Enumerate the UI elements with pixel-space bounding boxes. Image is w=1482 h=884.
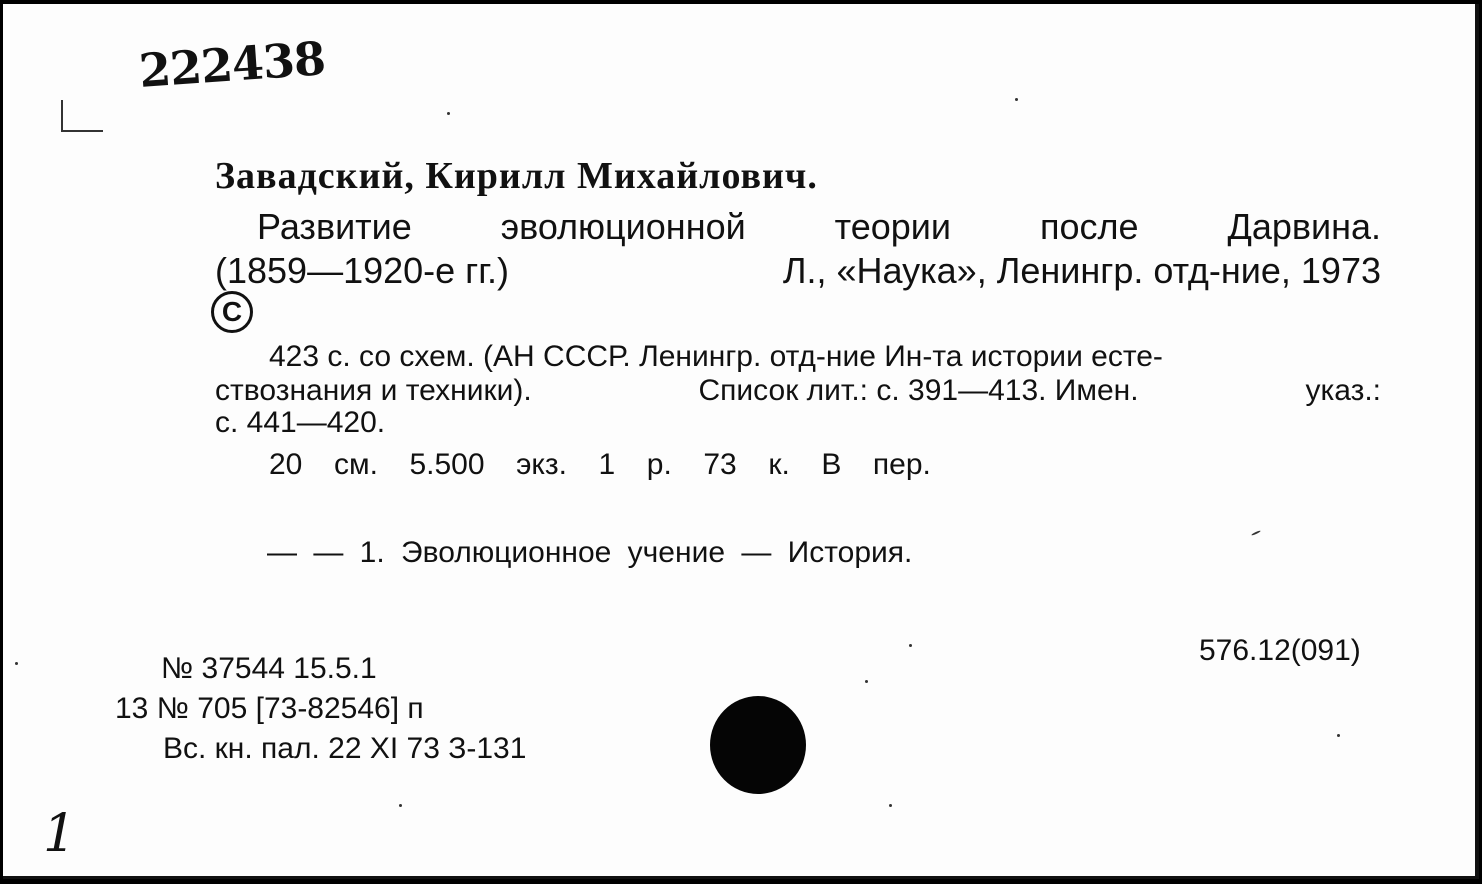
imprint: Л., «Наука», Ленингр. отд-ние, 1973 — [782, 250, 1381, 291]
catalog-card — [3, 4, 1479, 879]
speck — [1251, 530, 1261, 536]
description-text: ствознания и техники). — [215, 374, 532, 407]
title-word: эволюционной — [500, 206, 746, 247]
title-word: после — [1039, 206, 1139, 247]
bibliography-note: Список лит.: с. 391—413. Имен. — [698, 374, 1139, 407]
phys-item: 20 — [269, 448, 303, 481]
phys-item: экз. — [516, 448, 567, 481]
speck — [1015, 98, 1018, 101]
physical-description — [269, 448, 931, 482]
registry-line-1: № 37544 15.5.1 — [161, 652, 377, 685]
handwritten-catalog-id: 222438 — [137, 31, 327, 99]
registry-line-3: Вс. кн. пал. 22 XI 73 З-131 — [163, 732, 527, 765]
punch-hole — [710, 696, 806, 794]
description-line-1 — [269, 340, 1381, 374]
udc-classification: 576.12(091) — [1199, 634, 1361, 667]
author-heading: Завадский, Кирилл Михайлович. — [215, 155, 818, 197]
title-word: Развитие — [257, 206, 412, 247]
registry-line-2: 13 № 705 [73-82546] п — [115, 692, 424, 725]
title-line-1 — [257, 206, 1381, 248]
index-note: указ.: — [1305, 374, 1381, 407]
phys-item: р. — [646, 448, 672, 481]
speck — [447, 112, 450, 115]
title-word: теории — [834, 206, 952, 247]
subject-heading: — — 1. Эволюционное учение — История. — [267, 536, 913, 569]
speck — [399, 804, 402, 807]
phys-item: см. — [333, 448, 378, 481]
phys-item: 5.500 — [409, 448, 485, 481]
speck — [1337, 734, 1340, 737]
description-line-2 — [215, 374, 1381, 408]
speck — [865, 680, 868, 683]
phys-item: к. — [768, 448, 790, 481]
phys-item: 73 — [703, 448, 737, 481]
phys-item: 1 — [598, 448, 616, 481]
speck — [909, 644, 912, 647]
description-text: 423 с. со схем. (АН СССР. Ленингр. отд-ние Ин-та истории есте- — [269, 340, 1163, 373]
copyright-icon: C — [211, 291, 253, 333]
speck — [15, 662, 18, 665]
corner-mark — [61, 100, 103, 132]
handwritten-card-number: 1 — [43, 804, 77, 864]
title-line-2 — [215, 250, 1381, 292]
description-line-3: с. 441—420. — [215, 406, 386, 439]
phys-item: В — [821, 448, 842, 481]
phys-item: пер. — [872, 448, 931, 481]
speck — [889, 804, 892, 807]
title-word: Дарвина. — [1227, 206, 1381, 247]
title-dates: (1859—1920-е гг.) — [215, 250, 510, 291]
